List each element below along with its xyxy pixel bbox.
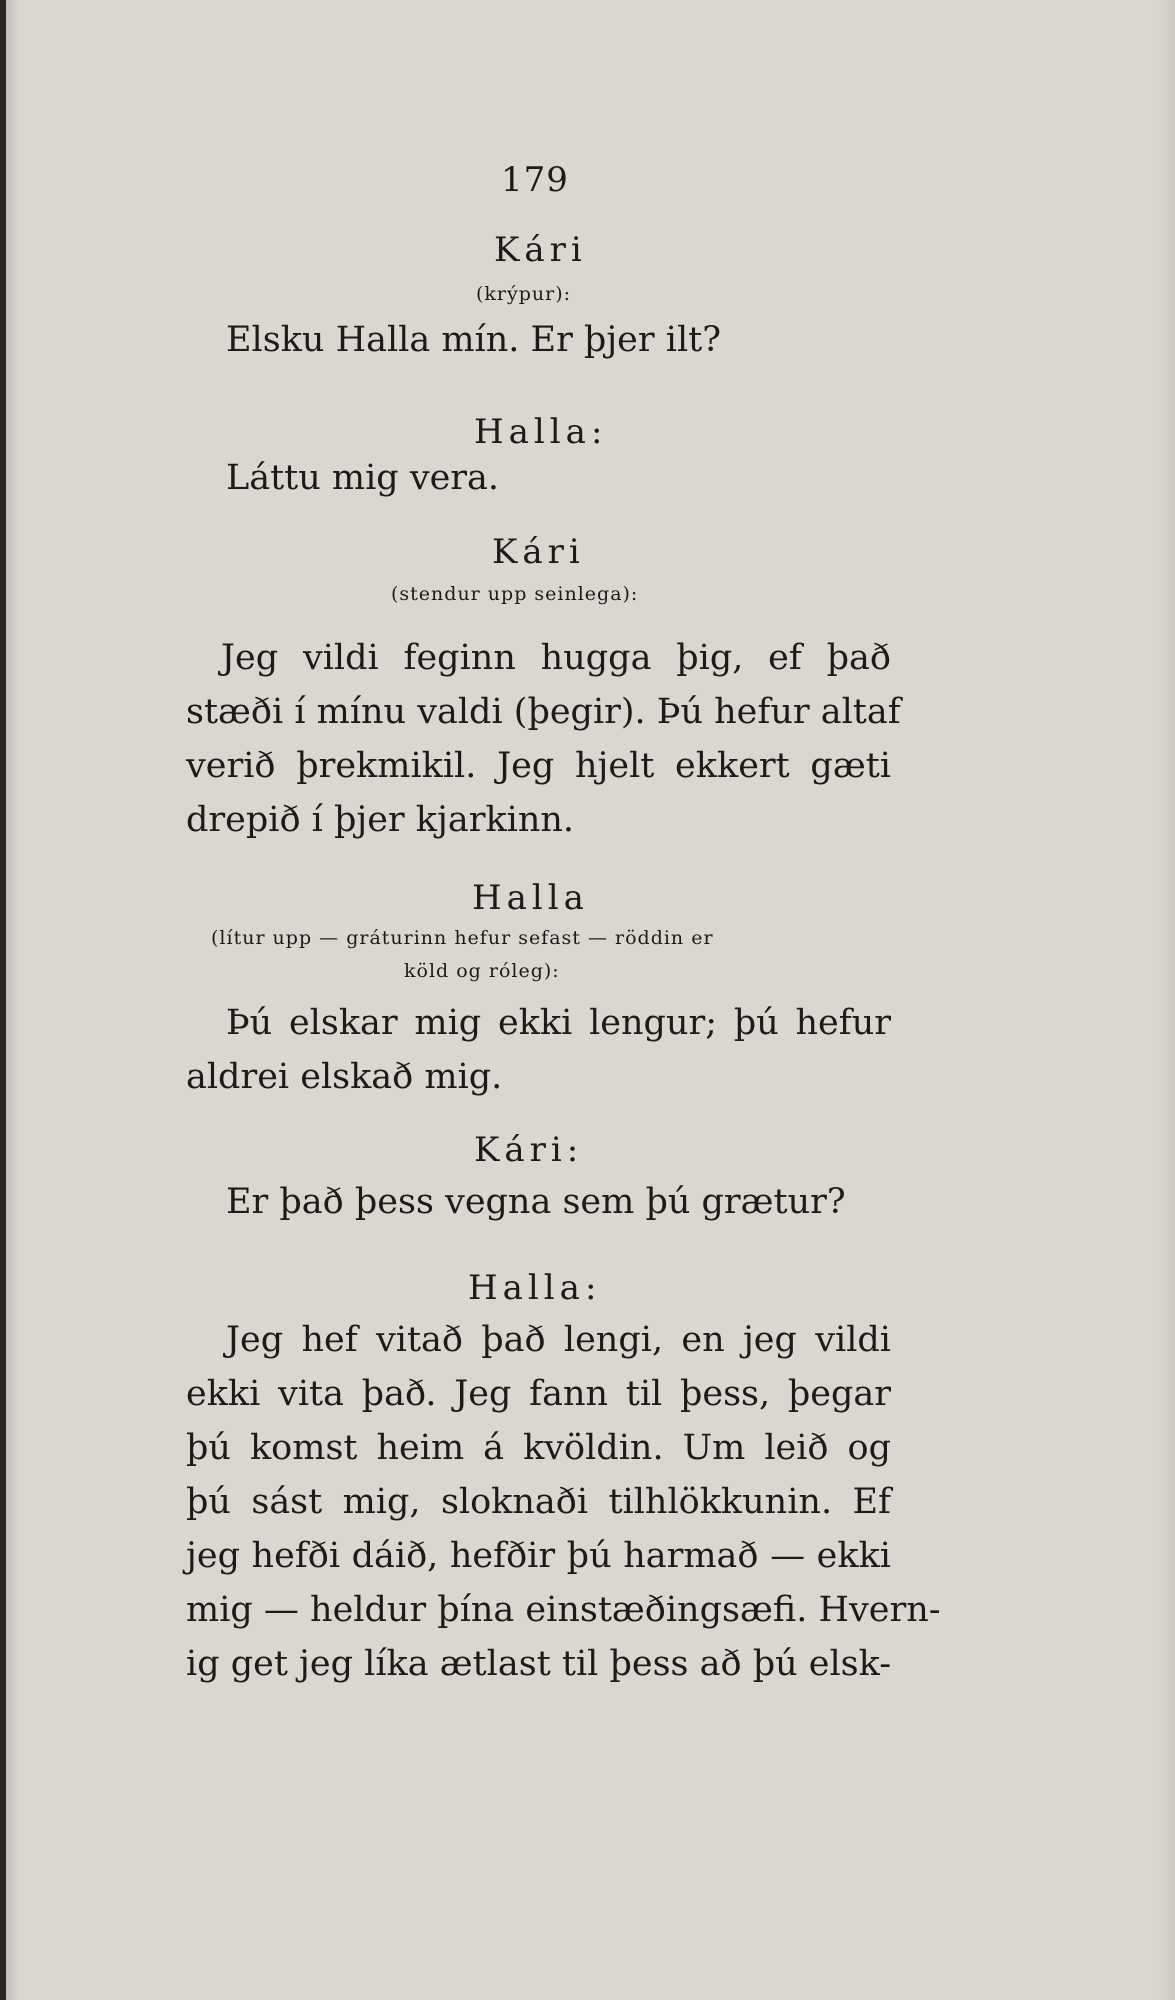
dialogue-line: Er það þess vegna sem þú grætur?	[226, 1182, 846, 1222]
speaker-name: Kári	[492, 532, 585, 572]
speaker-name: Kári:	[474, 1130, 584, 1170]
speaker-name: Halla:	[468, 1268, 602, 1308]
dialogue-line: jeg hefði dáið, hefðir þú harmað — ekki	[186, 1536, 891, 1576]
dialogue-line: Jeg vildi feginn hugga þig, ef það	[221, 638, 891, 678]
stage-direction: (krýpur):	[476, 283, 572, 305]
dialogue-line: Jeg hef vitað það lengi, en jeg vildi	[226, 1320, 891, 1360]
page-number: 179	[501, 160, 569, 200]
book-page	[6, 0, 1175, 2000]
dialogue-line: aldrei elskað mig.	[186, 1057, 503, 1097]
dialogue-line: Þú elskar mig ekki lengur; þú hefur	[226, 1003, 891, 1043]
dialogue-line: Elsku Halla mín. Er þjer ilt?	[226, 320, 721, 360]
dialogue-line: þú sást mig, sloknaði tilhlökkunin. Ef	[186, 1482, 891, 1522]
stage-direction: (stendur upp seinlega):	[391, 583, 639, 605]
speaker-name: Halla:	[474, 412, 608, 452]
dialogue-line: þú komst heim á kvöldin. Um leið og	[186, 1428, 891, 1468]
dialogue-line: mig — heldur þína einstæðingsæfi. Hvern-	[186, 1590, 941, 1630]
dialogue-line: ig get jeg líka ætlast til þess að þú elsk-	[186, 1644, 892, 1684]
dialogue-line: ekki vita það. Jeg fann til þess, þegar	[186, 1374, 891, 1414]
dialogue-line: Láttu mig vera.	[226, 458, 500, 498]
dialogue-line: verið þrekmikil. Jeg hjelt ekkert gæti	[186, 746, 891, 786]
dialogue-line: stæði í mínu valdi (þegir). Þú hefur altaf	[186, 692, 901, 732]
speaker-name: Kári	[494, 230, 587, 270]
dialogue-line: drepið í þjer kjarkinn.	[186, 800, 575, 840]
stage-direction: köld og róleg):	[404, 960, 560, 982]
speaker-name: Halla	[472, 878, 589, 918]
stage-direction: (lítur upp — gráturinn hefur sefast — röddin er	[211, 927, 714, 949]
